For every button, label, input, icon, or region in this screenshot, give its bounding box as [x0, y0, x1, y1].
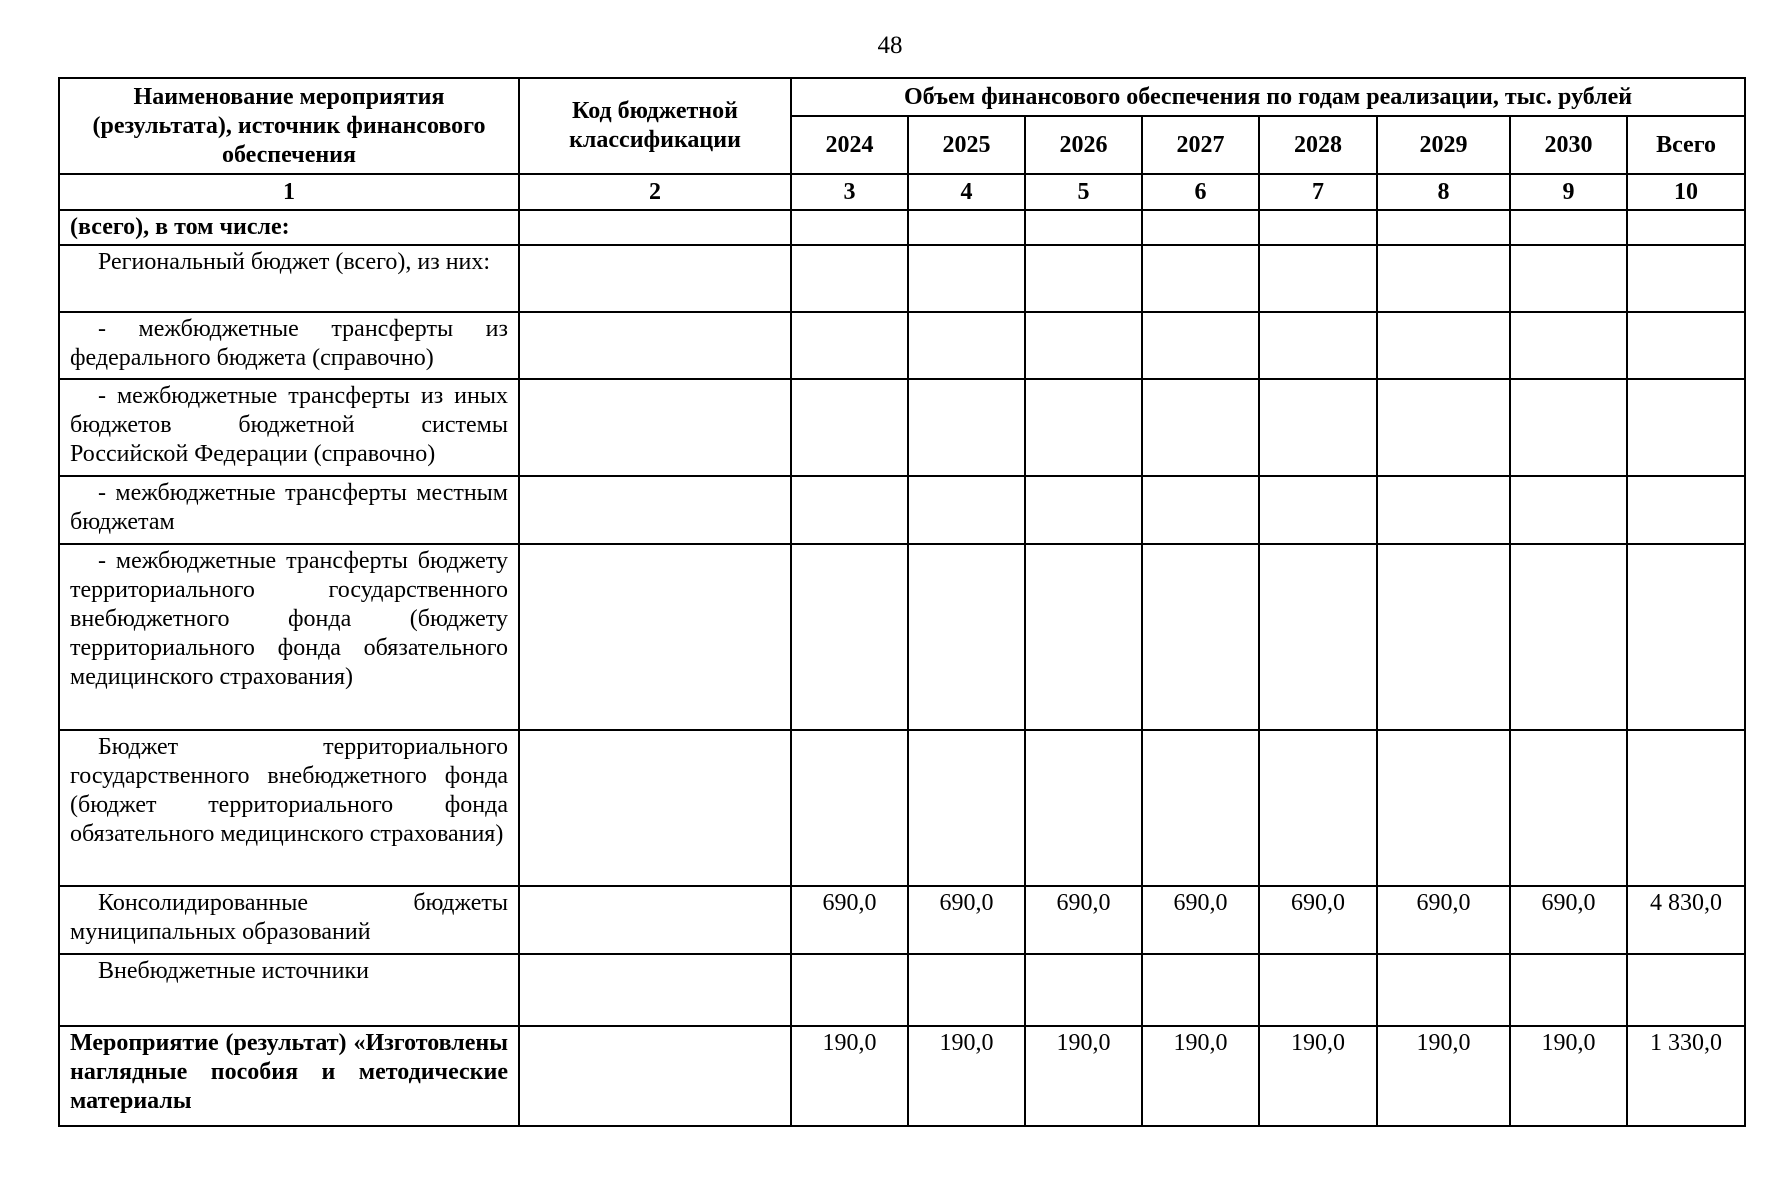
budget-code-cell — [519, 379, 791, 476]
table-row — [59, 245, 1745, 312]
header-year: 2029 — [1377, 116, 1510, 174]
header-year: 2030 — [1510, 116, 1627, 174]
value-cell — [791, 544, 908, 730]
column-number: 6 — [1142, 174, 1259, 210]
value-cell — [1259, 544, 1377, 730]
value-cell — [908, 476, 1025, 544]
column-number: 1 — [59, 174, 519, 210]
value-cell — [1510, 476, 1627, 544]
value-cell: 190,0 — [1025, 1026, 1142, 1126]
value-cell — [1377, 730, 1510, 886]
total-cell: 4 830,0 — [1627, 886, 1745, 954]
column-number: 3 — [791, 174, 908, 210]
value-cell — [1510, 954, 1627, 1026]
table-row — [59, 210, 1745, 245]
value-cell: 190,0 — [1259, 1026, 1377, 1126]
table-row — [59, 312, 1745, 379]
value-cell — [1025, 476, 1142, 544]
row-name: Консолидированные бюджеты муниципальных образований — [70, 890, 508, 945]
row-name: - межбюджетные трансферты бюджету территориального государственного внебюджетного фонда (бюджету территориального фонда обязательного медицинского страхования) — [70, 548, 508, 690]
value-cell: 690,0 — [1025, 886, 1142, 954]
table-row — [59, 379, 1745, 476]
value-cell — [1142, 210, 1259, 245]
header-year: 2028 — [1259, 116, 1377, 174]
budget-code-cell — [519, 1026, 791, 1126]
value-cell — [1142, 954, 1259, 1026]
value-cell: 690,0 — [1377, 886, 1510, 954]
value-cell — [1259, 476, 1377, 544]
value-cell: 190,0 — [1142, 1026, 1259, 1126]
value-cell: 190,0 — [1510, 1026, 1627, 1126]
budget-code-cell — [519, 954, 791, 1026]
value-cell — [1627, 245, 1745, 312]
value-cell — [791, 476, 908, 544]
budget-code-cell — [519, 544, 791, 730]
value-cell — [908, 954, 1025, 1026]
column-number: 7 — [1259, 174, 1377, 210]
value-cell — [1142, 476, 1259, 544]
value-cell — [1025, 954, 1142, 1026]
column-number: 10 — [1627, 174, 1745, 210]
value-cell: 690,0 — [908, 886, 1025, 954]
value-cell — [791, 245, 908, 312]
value-cell — [1025, 245, 1142, 312]
column-number: 8 — [1377, 174, 1510, 210]
budget-code-cell — [519, 476, 791, 544]
value-cell — [1377, 379, 1510, 476]
row-name: - межбюджетные трансферты местным бюджетам — [70, 480, 508, 535]
value-cell — [1142, 312, 1259, 379]
budget-code-cell — [519, 245, 791, 312]
value-cell — [1627, 476, 1745, 544]
value-cell: 190,0 — [791, 1026, 908, 1126]
value-cell — [1142, 245, 1259, 312]
row-name: Региональный бюджет (всего), из них: — [98, 249, 491, 275]
header-name: Наименование мероприятия (результата), источник финансового обеспечения — [59, 78, 519, 174]
value-cell — [1510, 379, 1627, 476]
row-name: Внебюджетные источники — [98, 958, 369, 984]
column-number: 2 — [519, 174, 791, 210]
budget-code-cell — [519, 886, 791, 954]
value-cell — [908, 730, 1025, 886]
value-cell — [1377, 312, 1510, 379]
value-cell — [908, 245, 1025, 312]
value-cell — [1377, 544, 1510, 730]
page-number: 48 — [877, 32, 903, 59]
value-cell — [791, 954, 908, 1026]
column-number: 4 — [908, 174, 1025, 210]
value-cell: 190,0 — [908, 1026, 1025, 1126]
row-name: (всего), в том числе: — [59, 210, 519, 245]
value-cell — [1627, 954, 1745, 1026]
value-cell — [1142, 544, 1259, 730]
table-row — [59, 730, 1745, 886]
column-number: 5 — [1025, 174, 1142, 210]
value-cell — [1025, 544, 1142, 730]
row-name: - межбюджетные трансферты из федерального бюджета (справочно) — [70, 316, 508, 371]
budget-code-cell — [519, 730, 791, 886]
header-year: 2026 — [1025, 116, 1142, 174]
header-year: 2024 — [791, 116, 908, 174]
table-row — [59, 886, 1745, 954]
table-row — [59, 1026, 1745, 1126]
value-cell: 190,0 — [1377, 1026, 1510, 1126]
value-cell — [791, 210, 908, 245]
value-cell — [1510, 210, 1627, 245]
value-cell: 690,0 — [791, 886, 908, 954]
value-cell — [1259, 954, 1377, 1026]
value-cell — [791, 730, 908, 886]
value-cell — [1627, 544, 1745, 730]
value-cell — [1259, 379, 1377, 476]
table-row — [59, 544, 1745, 730]
value-cell — [1025, 379, 1142, 476]
value-cell: 690,0 — [1142, 886, 1259, 954]
value-cell — [1025, 210, 1142, 245]
value-cell — [1377, 210, 1510, 245]
value-cell — [1510, 312, 1627, 379]
value-cell — [1510, 245, 1627, 312]
row-name: Бюджет территориального государственного внебюджетного фонда (бюджет территориального фонда обязательного медицинского страхования) — [70, 734, 508, 847]
row-name: Мероприятие (результат) «Изготовлены наглядные пособия и методические материалы — [59, 1026, 519, 1126]
value-cell: 690,0 — [1510, 886, 1627, 954]
value-cell — [1142, 730, 1259, 886]
value-cell — [1259, 210, 1377, 245]
value-cell — [1377, 245, 1510, 312]
value-cell — [791, 312, 908, 379]
value-cell — [1025, 312, 1142, 379]
value-cell — [1627, 730, 1745, 886]
table-row — [59, 476, 1745, 544]
value-cell — [1259, 312, 1377, 379]
value-cell — [1510, 544, 1627, 730]
budget-code-cell — [519, 312, 791, 379]
value-cell — [791, 379, 908, 476]
table-row — [59, 954, 1745, 1026]
header-volume: Объем финансового обеспечения по годам реализации, тыс. рублей — [791, 78, 1745, 116]
value-cell — [1377, 476, 1510, 544]
column-number: 9 — [1510, 174, 1627, 210]
value-cell — [1259, 245, 1377, 312]
value-cell — [1627, 379, 1745, 476]
value-cell — [908, 210, 1025, 245]
value-cell — [908, 312, 1025, 379]
value-cell — [1142, 379, 1259, 476]
value-cell — [1627, 312, 1745, 379]
financing-table — [58, 77, 1746, 1127]
value-cell — [1377, 954, 1510, 1026]
value-cell — [1025, 730, 1142, 886]
header-year: 2027 — [1142, 116, 1259, 174]
value-cell: 690,0 — [1259, 886, 1377, 954]
total-cell: 1 330,0 — [1627, 1026, 1745, 1126]
value-cell — [908, 544, 1025, 730]
header-total: Всего — [1627, 116, 1745, 174]
header-code: Код бюджетной классификации — [519, 78, 791, 174]
header-year: 2025 — [908, 116, 1025, 174]
value-cell — [1259, 730, 1377, 886]
value-cell — [1510, 730, 1627, 886]
row-name: - межбюджетные трансферты из иных бюджетов бюджетной системы Российской Федерации (справочно) — [70, 383, 508, 467]
budget-code-cell — [519, 210, 791, 245]
value-cell — [908, 379, 1025, 476]
value-cell — [1627, 210, 1745, 245]
